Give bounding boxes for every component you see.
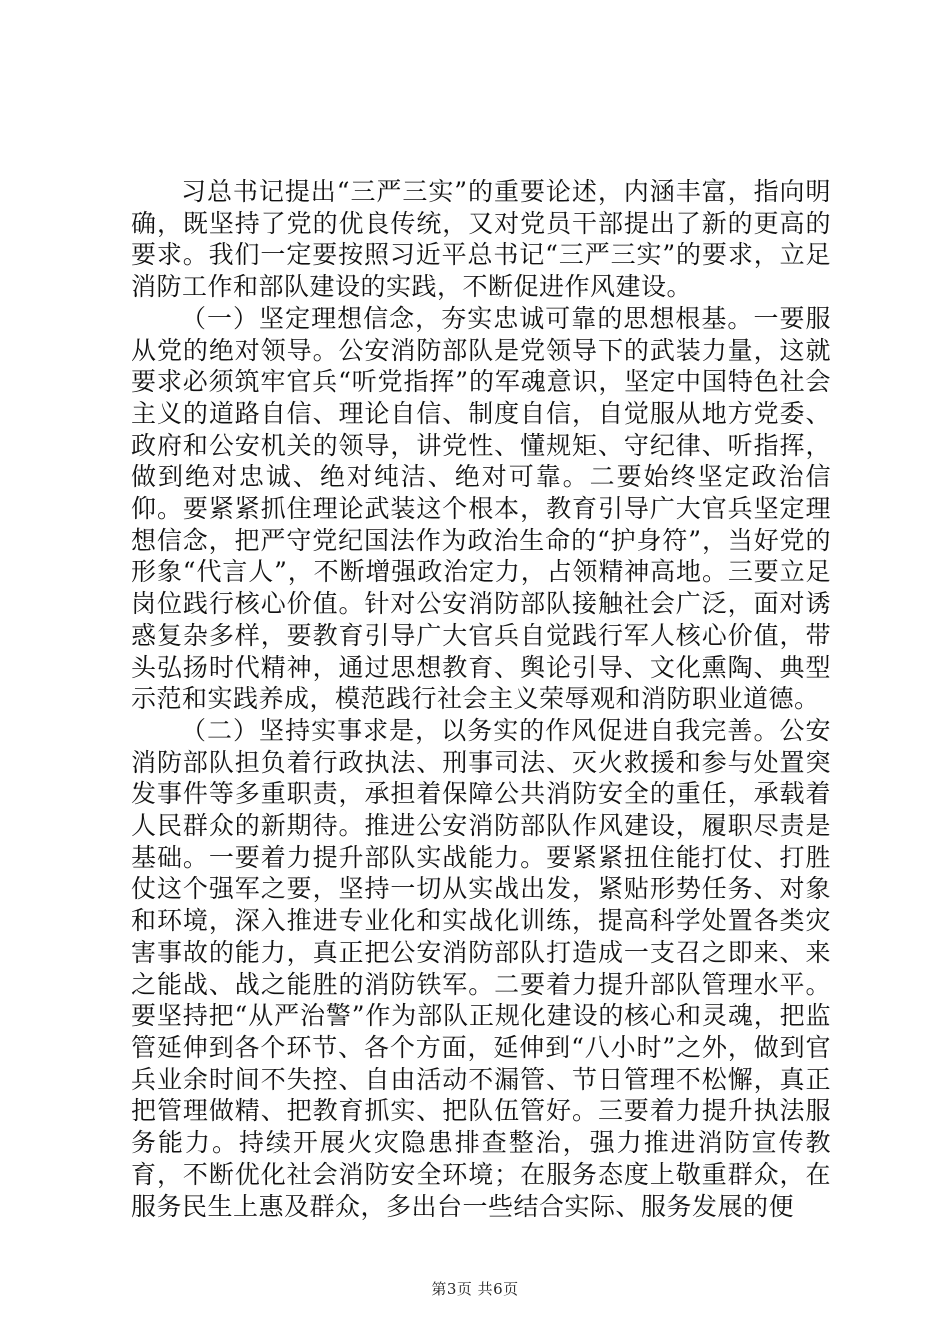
paragraph-section-1: （一）坚定理想信念，夯实忠诚可靠的思想根基。一要服从党的绝对领导。公安消防部队是党领导下的武装力量，这就要求必须筑牢官兵“听党指挥”的军魂意识，坚定中国特色社会主义的道路自信、理论自信、制度自信，自觉服从地方党委、政府和公安机关的领导，讲党性、懂规矩、守纪律、听指挥，做到绝对忠诚、绝对纯洁、绝对可靠。二要始终坚定政治信仰。要紧紧抓住理论武装这个根本，教育引导广大官兵坚定理想信念，把严守党纪国法作为政治生命的“护身符”，当好党的形象“代言人”，不断增强政治定力，占领精神高地。三要立足岗位践行核心价值。针对公安消防部队接触社会广泛，面对诱惑复杂多样，要教育引导广大官兵自觉践行军人核心价值，带头弘扬时代精神，通过思想教育、舆论引导、文化熏陶、典型示范和实践养成，模范践行社会主义荣辱观和消防职业道德。 [131, 303, 831, 714]
paragraph-section-2: （二）坚持实事求是，以务实的作风促进自我完善。公安消防部队担负着行政执法、刑事司法、灭火救援和参与处置突发事件等多重职责，承担着保障公共消防安全的重任，承载着人民群众的新期待。推进公安消防部队作风建设，履职尽责是基础。一要着力提升部队实战能力。要紧紧扭住能打仗、打胜仗这个强军之要，坚持一切从实战出发，紧贴形势任务、对象和环境，深入推进专业化和实战化训练，提高科学处置各类灾害事故的能力，真正把公安消防部队打造成一支召之即来、来之能战、战之能胜的消防铁军。二要着力提升部队管理水平。要坚持把“从严治警”作为部队正规化建设的核心和灵魂，把监管延伸到各个环节、各个方面，延伸到“八小时”之外，做到官兵业余时间不失控、自由活动不漏管、节日管理不松懈，真正把管理做精、把教育抓实、把队伍管好。三要着力提升执法服务能力。持续开展火灾隐患排查整治，强力推进消防宣传教育，不断优化社会消防安全环境；在服务态度上敬重群众，在服务民生上惠及群众，多出台一些结合实际、服务发展的便 [131, 715, 831, 1221]
page-number-footer: 第3页 共6页 [431, 1280, 519, 1298]
paragraph-intro: 习总书记提出“三严三实”的重要论述，内涵丰富，指向明确，既坚持了党的优良传统，又对党员干部提出了新的更高的要求。我们一定要按照习近平总书记“三严三实”的要求，立足消防工作和部队建设的实践，不断促进作风建设。 [131, 177, 831, 302]
document-body [131, 176, 831, 1222]
